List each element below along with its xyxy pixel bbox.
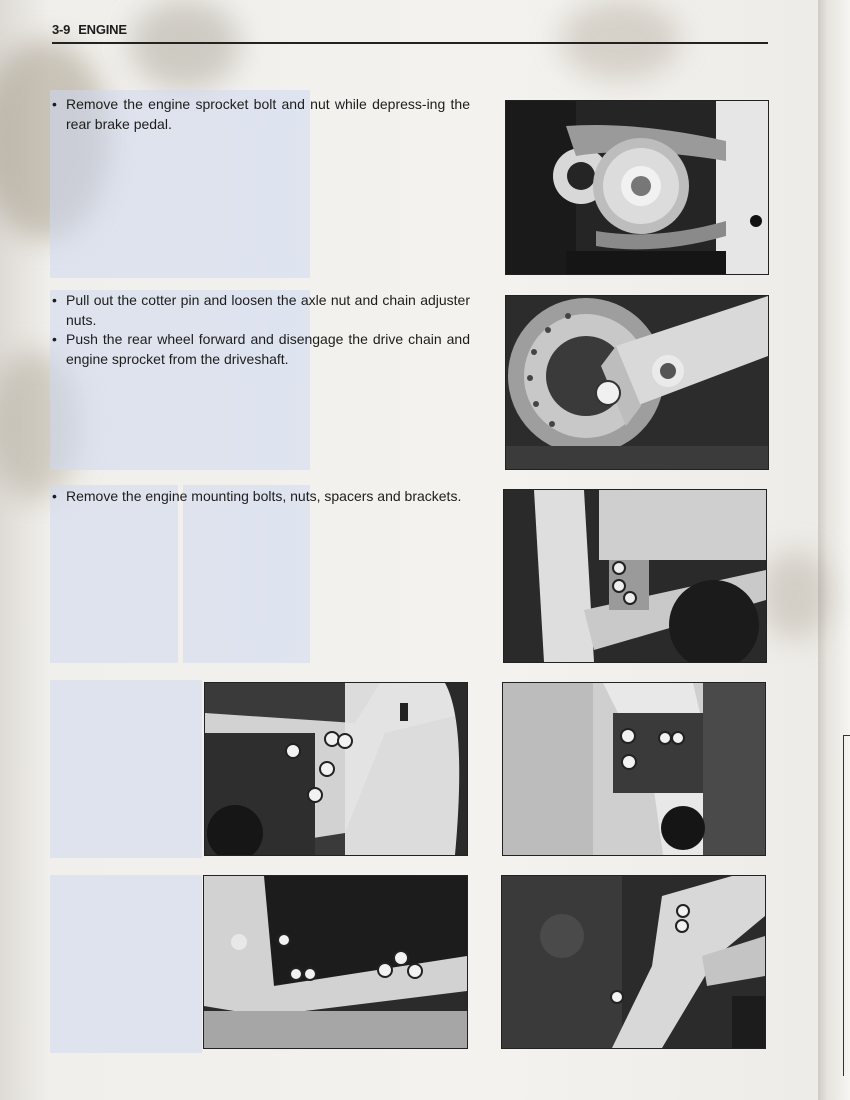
rear-axle-photo — [505, 295, 769, 470]
tint-block — [50, 485, 178, 663]
page-header — [52, 22, 768, 44]
section-title: ENGINE — [78, 22, 127, 37]
step-2-bullet-1: • Pull out the cotter pin and loosen the axle nut and chain adjuster nuts. — [52, 291, 470, 330]
tint-block — [183, 485, 310, 663]
step-3-bullet-1: • Remove the engine mounting bolts, nuts, spacers and brackets. — [52, 487, 470, 507]
engine-mount-right-upper-photo — [502, 682, 766, 856]
step-1 — [52, 95, 470, 134]
engine-mount-right-lower-photo — [501, 875, 766, 1049]
step-2 — [52, 291, 470, 369]
engine-sprocket-photo — [505, 100, 769, 275]
frame-mount-photo-icon — [504, 490, 766, 662]
frame-mount-photo-icon — [503, 683, 765, 855]
frame-mount-photo-icon — [204, 876, 467, 1048]
frame-mount-photo-icon — [205, 683, 467, 855]
next-page-table-edge — [843, 735, 850, 1076]
tint-block — [50, 680, 202, 858]
engine-mount-left-upper-photo — [503, 489, 767, 663]
frame-mount-photo-icon — [502, 876, 765, 1048]
sprocket-photo-icon — [506, 101, 768, 274]
page-number: 3-9 — [52, 22, 71, 37]
engine-mount-left-front-photo — [204, 682, 468, 856]
brake-disc-photo-icon — [506, 296, 768, 469]
engine-mount-left-lower-photo — [203, 875, 468, 1049]
step-1-bullet-1: • Remove the engine sprocket bolt and nut while depress-ing the rear brake pedal. — [52, 95, 470, 134]
tint-block — [50, 875, 202, 1053]
step-2-bullet-2: • Push the rear wheel forward and disengage the drive chain and engine sprocket from the driveshaft. — [52, 330, 470, 369]
step-3 — [52, 487, 470, 507]
